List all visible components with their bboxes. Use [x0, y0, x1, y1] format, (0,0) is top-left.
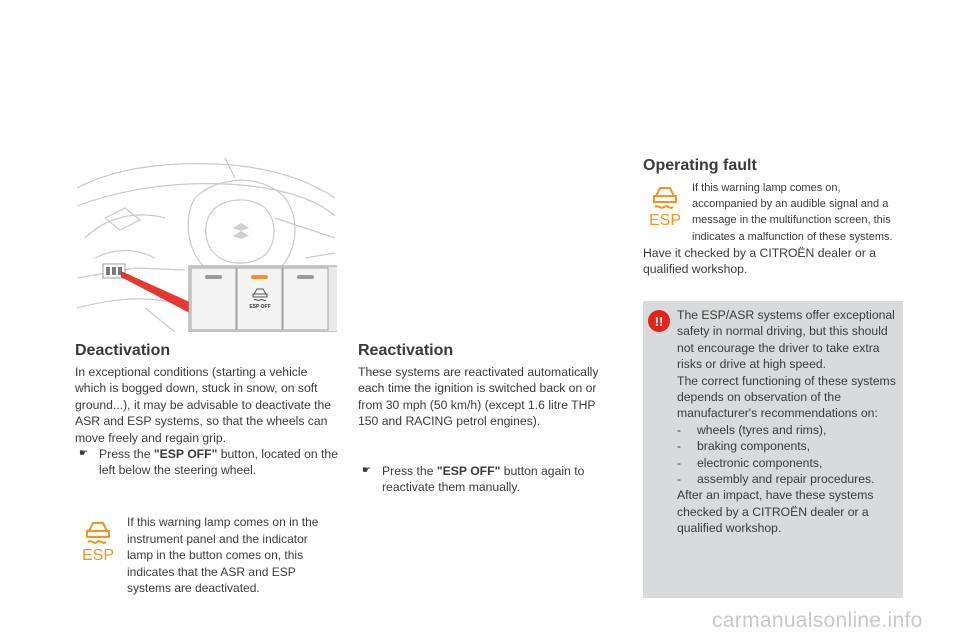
- deactivation-heading: Deactivation: [75, 342, 171, 359]
- esp-fault-lamp-icon: [645, 182, 685, 228]
- operating-fault-paragraph: Have it checked by a CITROËN dealer or a qualified workshop.: [643, 246, 877, 277]
- bullet-suffix: button again to reactivate them manually.: [382, 463, 585, 495]
- warning-exclamation-icon: [647, 309, 671, 333]
- warning-intro: The ESP/ASR systems offer exceptional safety in normal driving, but this should not encourage the driver to take extra risks or drive at high speed.: [677, 308, 895, 372]
- esp-lamp-text: ESP: [81, 547, 115, 563]
- deactivation-bullet: [75, 446, 339, 479]
- item-text: assembly and repair procedures.: [697, 472, 875, 487]
- button-panel: [189, 266, 337, 332]
- pointing-hand-icon: ☛: [362, 464, 371, 476]
- dash: -: [677, 472, 682, 487]
- dash: -: [677, 455, 682, 470]
- safety-warning-box: [643, 301, 903, 598]
- dashboard-illustration: [75, 158, 337, 332]
- watermark-text: carmanualsonline.info: [712, 609, 923, 632]
- warning-list-item: [677, 438, 899, 454]
- dash: -: [677, 439, 682, 454]
- item-text: electronic components,: [697, 455, 823, 470]
- item-text: braking components,: [697, 439, 811, 454]
- esp-lamp-text: ESP: [648, 212, 682, 228]
- operating-fault-lamp-note: If this warning lamp comes on, accompanied by an audible signal and a message in the multifunction screen, this indicates a malfunction of these systems.: [692, 182, 893, 243]
- dashboard-drawing: [75, 158, 337, 332]
- dash: -: [677, 422, 682, 437]
- warning-list-item: [677, 422, 899, 438]
- reactivation-bullet: [358, 463, 622, 496]
- warning-list-item: [677, 455, 899, 471]
- warning-after-impact: After an impact, have these systems checked by a CITROËN dealer or a qualified workshop.: [677, 488, 874, 536]
- deactivation-lamp-note: If this warning lamp comes on in the instrument panel and the indicator lamp in the button comes on, this indicates that the ASR and ESP systems are deactivated.: [127, 515, 319, 596]
- bullet-suffix: button, located on the left below the steering wheel.: [99, 447, 338, 478]
- bullet-prefix: Press the: [99, 447, 154, 461]
- warning-icon-text: !!: [654, 314, 664, 329]
- warning-correct-functioning: The correct functioning of these systems depends on observation of the manufacturer's recommendations on:: [677, 373, 896, 421]
- esp-off-label: "ESP OFF": [153, 447, 218, 461]
- warning-text: [677, 307, 899, 537]
- operating-fault-heading: Operating fault: [643, 157, 757, 174]
- deactivation-paragraph: In exceptional conditions (starting a vehicle which is bogged down, stuck in snow, on soft ground...), it may be advisable to deactivate the ASR and ESP systems, so that the wheels can move freely and regain grip.: [75, 365, 332, 445]
- bullet-prefix: Press the: [382, 463, 437, 478]
- item-text: wheels (tyres and rims),: [697, 422, 827, 437]
- esp-warning-lamp-icon: [78, 517, 118, 563]
- reactivation-paragraph: These systems are reactivated automatically each time the ignition is switched back on or from 30 mph (50 km/h) (except 1.6 litre THP 150 and RACING petrol engines).: [358, 365, 599, 429]
- esp-off-caption: ESP OFF: [249, 304, 271, 310]
- warning-list-item: [677, 471, 899, 487]
- esp-off-label: "ESP OFF": [436, 463, 501, 478]
- reactivation-heading: Reactivation: [358, 342, 454, 359]
- pointing-hand-icon: ☛: [79, 448, 88, 459]
